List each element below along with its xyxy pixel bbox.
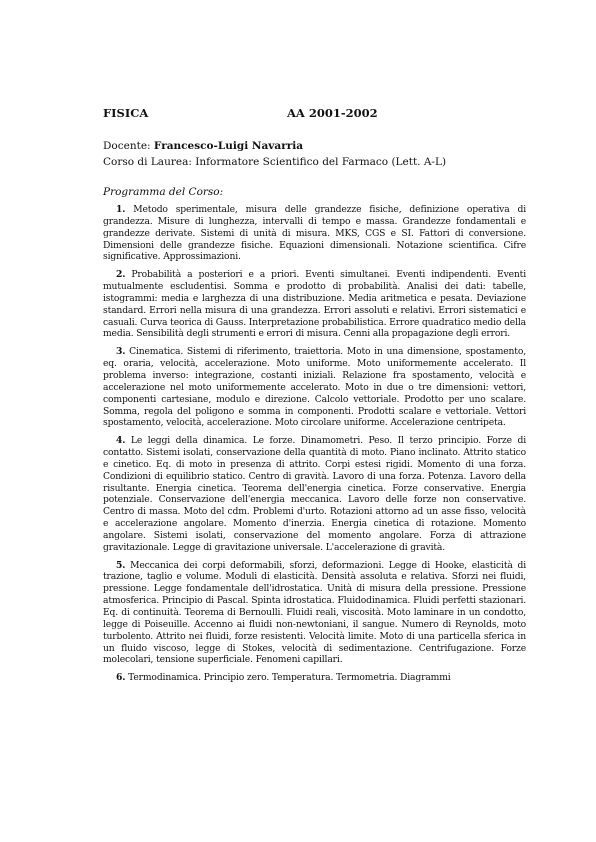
topic-number: 6. <box>116 672 126 684</box>
topic-number: 5. <box>116 559 126 571</box>
topic-number: 3. <box>116 346 126 358</box>
topic-number: 4. <box>116 435 126 447</box>
course-header <box>103 106 526 122</box>
topic-text: Meccanica dei corpi deformabili, sforzi, deformazioni. Legge di Hooke, elasticità di trazione, taglio e volume. Moduli di elasticità. Densità assoluta e relativa. Sforzi nei fluidi, pressione. Legge fondamentale dell'idrostatica. Unità di misura della pressione. Pressione atmosferica. Principio di Pascal. Spinta idrostatica. Fluidodinamica. Fluidi perfetti stazionari. Eq. di continuità. Teorema di Bernoulli. Fluidi reali, viscosità. Moto laminare in un condotto, legge di Poiseuille. Accenno ai fluidi non-newtoniani, il sangue. Numero di Reynolds, moto turbolento. Attrito nei fluidi, forze resistenti. Velocità limite. Moto di una particella sferica in un fluido viscoso, legge di Stokes, velocità di sedimentazione. Centrifugazione. Forze molecolari, tensione superficiale. Fenomeni capillari. <box>103 559 526 666</box>
program-title: Programma del Corso: <box>103 186 224 198</box>
topic-paragraph <box>103 269 526 340</box>
document-page <box>103 106 526 690</box>
topic-text: Probabilità a posteriori e a priori. Eventi simultanei. Eventi indipendenti. Eventi mutualmente escludentisi. Somma e prodotto di probabilità. Analisi dei dati: tabelle, istogrammi: media e larghezza di una distribuzione. Media aritmetica e pesata. Deviazione standard. Errori nella misura di una grandezza. Errori assoluti e relativi. Errori sistematici e casuali. Curva teorica di Gauss. Interpretazione probabilistica. Errore quadratico medio della media. Sensibilità degli strumenti e errori di misura. Cenni alla propagazione degli errori. <box>103 269 526 340</box>
subject-title: FISICA <box>103 106 149 120</box>
topic-paragraph <box>103 560 526 667</box>
topic-paragraph <box>103 346 526 429</box>
topic-text: Cinematica. Sistemi di riferimento, traiettoria. Moto in una dimensione, spostamento, eq. oraria, velocità, accelerazione. Moto uniforme. Moto uniformemente accelerato. Il problema inverso: integrazione, costanti iniziali. Relazione fra spostamento, velocità e accelerazione nel moto uniformemente accelerato. Moto in due o tre dimensioni: vettori, componenti cartesiane, modulo e direzione. Calcolo vettoriale. Prodotto per uno scalare. Somma, regola del poligono e somma in componenti. Prodotti scalare e vettoriale. Vettori spostamento, velocità, accelerazione. Moto circolare uniforme. Accelerazione centripeta. <box>103 346 527 429</box>
topic-paragraph <box>103 672 526 684</box>
course-name: Informatore Scientifico del Farmaco (Lett. A-L) <box>195 156 447 168</box>
course-label: Corso di Laurea: <box>103 156 192 168</box>
topic-paragraph <box>103 435 526 553</box>
teacher-label: Docente: <box>103 140 151 152</box>
topic-paragraph <box>103 204 526 263</box>
teacher-name: Francesco-Luigi Navarria <box>153 140 304 152</box>
topic-number: 1. <box>116 204 126 215</box>
topic-text: Le leggi della dinamica. Le forze. Dinamometri. Peso. Il terzo principio. Forze di contatto. Sistemi isolati, conservazione della quantità di moto. Piano inclinato. Attrito statico e cinetico. Eq. di moto in presenza di attrito. Corpi estesi rigidi. Momento di una forza. Condizioni di equilibrio statico. Centro di gravità. Lavoro di una forza. Potenza. Lavoro della risultante. Energia cinetica. Teorema dell'energia cinetica. Forze conservative. Energia potenziale. Conservazione dell'energia meccanica. Lavoro delle forze non conservative. Centro di massa. Moto del cdm. Problemi d'urto. Rotazioni attorno ad un asse fisso, velocità e accelerazione angolare. Momento d'inerzia. Energia cinetica di rotazione. Momento angolare. Sistemi isolati, conservazione del momento angolare. Forza di attrazione gravitazionale. Legge di gravitazione universale. L'accelerazione di gravità. <box>103 435 526 553</box>
course-line <box>103 154 526 170</box>
teacher-line <box>103 138 526 154</box>
academic-year: AA 2001-2002 <box>287 106 378 120</box>
topic-number: 2. <box>116 269 126 281</box>
topic-text: Termodinamica. Principio zero. Temperatura. Termometria. Diagrammi <box>128 672 451 684</box>
topic-text: Metodo sperimentale, misura delle grandezze fisiche, definizione operativa di grandezza. Misure di lunghezza, intervalli di tempo e massa. Grandezze fondamentali e grandezze derivate. Sistemi di unità di misura. MKS, CGS e SI. Fattori di conversione. Dimensioni delle grandezze fisiche. Equazioni dimensionali. Notazione scientifica. Cifre significative. Approssimazioni. <box>103 204 526 263</box>
